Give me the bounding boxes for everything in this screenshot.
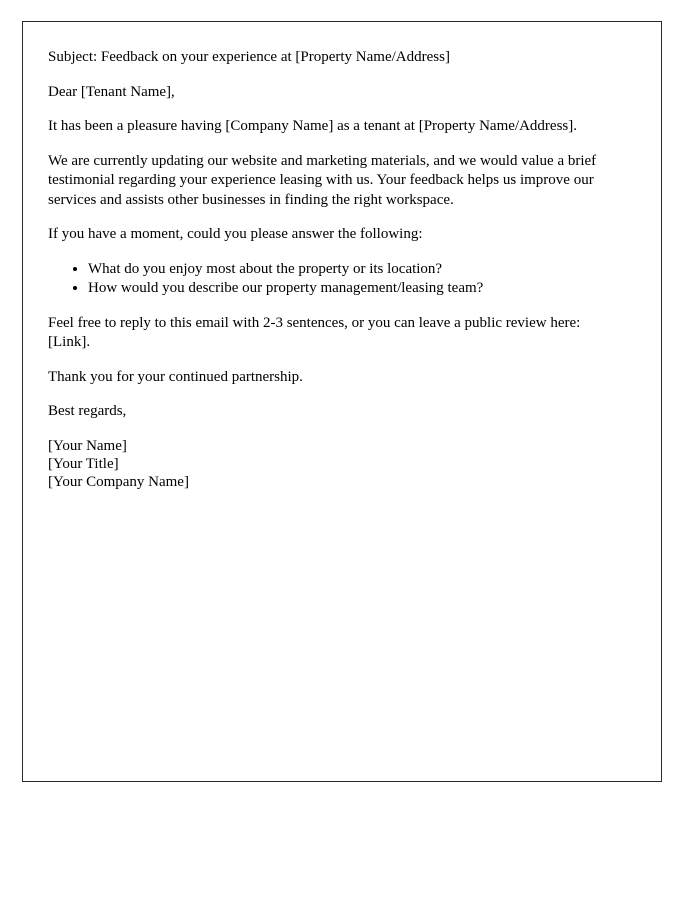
purpose-paragraph: We are currently updating our website and marketing materials, and we would value a brief testimonial regarding your experience leasing with us. Your feedback helps us improve our services and assists other businesses in finding the right workspace. [48,152,597,208]
list-item: • How would you describe our property management/leasing team? [88,279,618,299]
signature-block [48,437,618,491]
request-intro-paragraph: If you have a moment, could you please answer the following: [48,226,423,242]
letter-frame [22,21,662,782]
thanks-paragraph: Thank you for your continued partnership. [48,368,303,385]
signature-name: [Your Name] [48,437,127,454]
opening-paragraph: It has been a pleasure having [Company Name] as a tenant at [Property Name/Address]. [48,118,577,134]
closing-line: Best regards, [48,403,127,419]
letter-body [48,48,618,491]
signature-title: [Your Title] [48,455,119,472]
subject-line: Subject: Feedback on your experience at [Property Name/Address] [48,49,450,65]
question-list [48,260,618,299]
salutation: Dear [Tenant Name], [48,83,175,100]
list-item: • What do you enjoy most about the property or its location? [88,260,618,280]
signature-company: [Your Company Name] [48,473,189,490]
reply-instructions-paragraph: Feel free to reply to this email with 2-3 sentences, or you can leave a public review here: [Link]. [48,314,581,350]
